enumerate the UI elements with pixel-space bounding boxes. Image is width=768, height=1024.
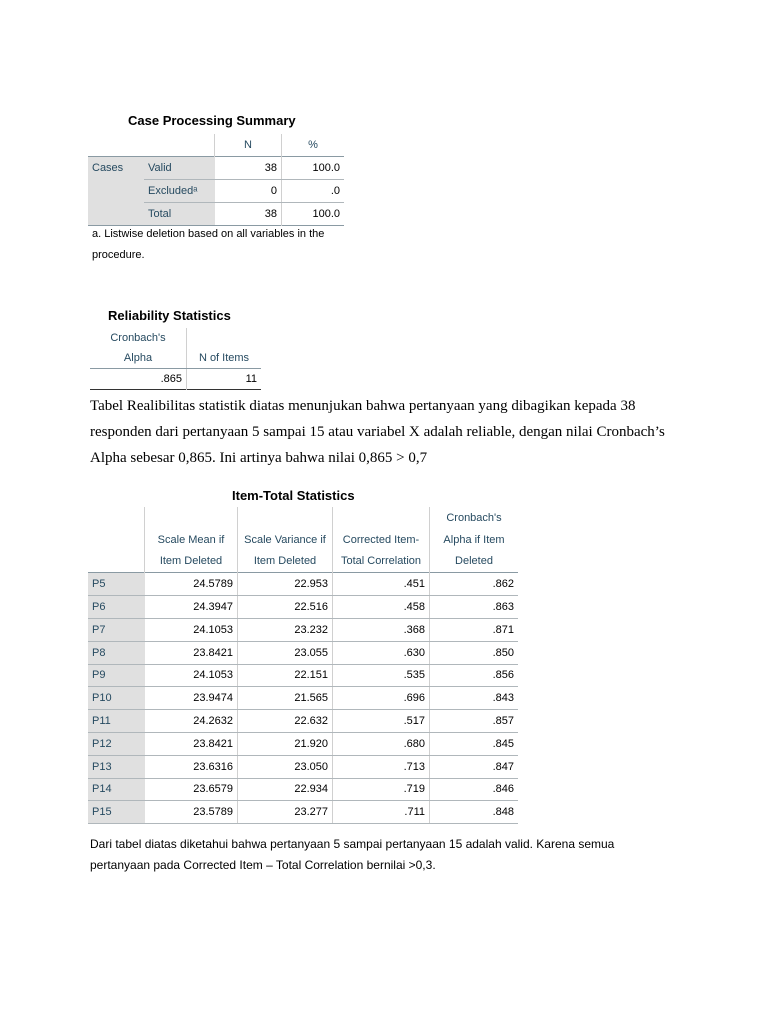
case-processing-title: Case Processing Summary <box>128 113 296 128</box>
cell: 23.8421 <box>145 732 238 755</box>
row-label: P7 <box>88 618 145 641</box>
row-label: Total <box>144 203 215 226</box>
item-total-title: Item-Total Statistics <box>232 488 355 503</box>
col-header-pct: % <box>282 134 345 157</box>
cell: 0 <box>215 180 282 203</box>
group-label: Cases <box>88 157 144 180</box>
cell: 22.953 <box>238 573 333 596</box>
cell: .843 <box>430 687 519 710</box>
table-row <box>88 664 518 687</box>
cell: .517 <box>333 710 430 733</box>
col-header-alpha-2: Alpha <box>90 348 187 369</box>
cell: 24.5789 <box>145 573 238 596</box>
row-label: Excludedᵃ <box>144 180 215 203</box>
col-header: Item Deleted <box>145 551 238 573</box>
row-label: P14 <box>88 778 145 801</box>
items-value: 11 <box>187 369 262 390</box>
cell: 38 <box>215 157 282 180</box>
col-header: Total Correlation <box>333 551 430 573</box>
paragraph-validity: Dari tabel diatas diketahui bahwa pertanyaan 5 sampai pertanyaan 15 adalah valid. Karena semua pertanyaan pada Corrected Item – Total Correlation bernilai >0,3. <box>90 837 615 872</box>
cell: 23.6316 <box>145 755 238 778</box>
table-row <box>88 732 518 755</box>
cell: .850 <box>430 641 519 664</box>
cell: 22.934 <box>238 778 333 801</box>
row-label: P13 <box>88 755 145 778</box>
table-row <box>88 710 518 733</box>
cell: .451 <box>333 573 430 596</box>
cell: 24.1053 <box>145 618 238 641</box>
cell: .535 <box>333 664 430 687</box>
reliability-title: Reliability Statistics <box>108 308 231 323</box>
cell: 24.1053 <box>145 664 238 687</box>
cell: .845 <box>430 732 519 755</box>
table-row <box>88 687 518 710</box>
cell: 38 <box>215 203 282 226</box>
cell: .711 <box>333 801 430 824</box>
row-label: P5 <box>88 573 145 596</box>
cell: .862 <box>430 573 519 596</box>
case-processing-table <box>88 134 344 226</box>
cell: .847 <box>430 755 519 778</box>
row-label: P9 <box>88 664 145 687</box>
cell: .680 <box>333 732 430 755</box>
col-header: Scale Variance if <box>238 529 333 551</box>
col-header: Scale Mean if <box>145 529 238 551</box>
cell: .856 <box>430 664 519 687</box>
row-label: P6 <box>88 596 145 619</box>
item-total-table <box>88 507 518 824</box>
cell: 23.277 <box>238 801 333 824</box>
cell: 23.055 <box>238 641 333 664</box>
footnote: a. Listwise deletion based on all variables in the procedure. <box>92 228 325 261</box>
table-row <box>88 618 518 641</box>
table-row <box>88 596 518 619</box>
cell: 100.0 <box>282 157 345 180</box>
cell: .863 <box>430 596 519 619</box>
paragraph-reliability: Tabel Realibilitas statistik diatas menunjukan bahwa pertanyaan yang dibagikan kepada 38 responden dari pertanyaan 5 sampai 15 atau variabel X adalah reliable, dengan nilai Cronbach’s Alpha sebesar 0,865. Ini artinya bahwa nilai 0,865 > 0,7 <box>90 398 665 466</box>
col-header: Item Deleted <box>238 551 333 573</box>
col-header-items: N of Items <box>187 348 262 369</box>
cell: .0 <box>282 180 345 203</box>
table-row <box>88 778 518 801</box>
col-header: Alpha if Item <box>430 529 519 551</box>
cell: 23.6579 <box>145 778 238 801</box>
col-header-alpha: Cronbach's <box>90 328 187 348</box>
cell: 100.0 <box>282 203 345 226</box>
col-header: Corrected Item- <box>333 529 430 551</box>
cell: .719 <box>333 778 430 801</box>
col-header: Deleted <box>430 551 519 573</box>
cell: 23.232 <box>238 618 333 641</box>
cell: .846 <box>430 778 519 801</box>
cell: 23.050 <box>238 755 333 778</box>
row-label: P12 <box>88 732 145 755</box>
cell: 21.565 <box>238 687 333 710</box>
cell: 23.8421 <box>145 641 238 664</box>
row-label: P8 <box>88 641 145 664</box>
cell: .871 <box>430 618 519 641</box>
cell: 22.632 <box>238 710 333 733</box>
cell: 21.920 <box>238 732 333 755</box>
alpha-value: .865 <box>90 369 187 390</box>
reliability-table <box>90 328 261 390</box>
row-label: P10 <box>88 687 145 710</box>
cell: .368 <box>333 618 430 641</box>
table-row <box>88 801 518 824</box>
row-label: P11 <box>88 710 145 733</box>
cell: .713 <box>333 755 430 778</box>
col-header-n: N <box>215 134 282 157</box>
cell: 23.5789 <box>145 801 238 824</box>
row-label: Valid <box>144 157 215 180</box>
table-row <box>88 641 518 664</box>
cell: .696 <box>333 687 430 710</box>
table-row <box>88 755 518 778</box>
cell: .458 <box>333 596 430 619</box>
cell: .630 <box>333 641 430 664</box>
cell: .857 <box>430 710 519 733</box>
cell: .848 <box>430 801 519 824</box>
cell: 24.3947 <box>145 596 238 619</box>
cell: 22.516 <box>238 596 333 619</box>
row-label: P15 <box>88 801 145 824</box>
cell: 23.9474 <box>145 687 238 710</box>
cell: 22.151 <box>238 664 333 687</box>
col-header: Cronbach's <box>430 507 519 529</box>
table-row <box>88 573 518 596</box>
cell: 24.2632 <box>145 710 238 733</box>
